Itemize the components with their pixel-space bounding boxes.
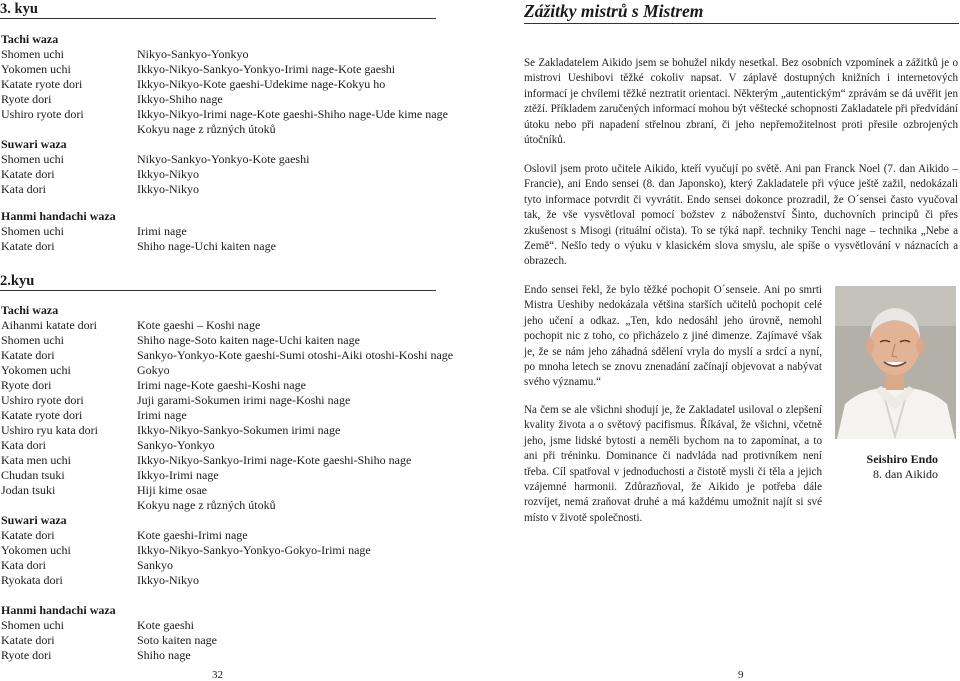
- technique-row: Shomen uchi Irimi nage: [1, 224, 187, 238]
- technique-row: Ryote dori Ikkyo-Shiho nage: [1, 92, 223, 106]
- portrait-photo: [835, 286, 956, 439]
- group-heading-hanmi-handachi-waza: Hanmi handachi waza: [1, 209, 116, 223]
- group-heading-tachi-waza: Tachi waza: [1, 32, 59, 46]
- technique-row: Ryokata dori Ikkyo-Nikyo: [1, 573, 199, 587]
- technique-row: Kata men uchi Ikkyo-Nikyo-Sankyo-Irimi nage-Kote gaeshi-Shiho nage: [1, 453, 412, 467]
- page-number: 32: [212, 669, 223, 681]
- technique-row: Ushiro ryu kata dori Ikkyo-Nikyo-Sankyo-Sokumen irimi nage: [1, 423, 341, 437]
- technique-row: Jodan tsuki Hiji kime osae: [1, 483, 207, 497]
- article-paragraph: Se Zakladatelem Aikido jsem se bohužel nikdy nesetkal. Bez osobních vzpomínek a zážitků je o mistrovi Ueshibovi těžké cokoliv napsat. V záplavě dostupných knižních i internetových informací je chvílemi těžké neztratit orientaci. Některým „autentickým“ zprávám se dá uvěřit jen ztěží. Příkladem zaručených informací mohou být věštecké schopnosti Zakladatele při předvídání útoku nebo při napadení střelnou zbraní, či jeho nepřemožitelnost proti přesile ozbrojených útočníků.: [524, 57, 958, 147]
- article-paragraph: Oslovil jsem proto učitele Aikido, kteří vyučují po světě. Ani pan Franck Noel (7. dan Aikido – Francie), ani Endo sensei (8. dan Japonsko), který Zakladatele při výuce ještě zažil, nedokázali tyto informace potvrdit či vyvrátit. Endo sensei dokonce prozradil, že O´sensei často vyučoval tak, že vše vysvětloval pomocí božstev z náboženství Šinto, duchovních principů či přes zkušenost s Misogi (rituální očista). To se týká např. techniky Tenchi nage – technika „Nebe a Země“. Nešlo tedy o výuku v klasickém slova smyslu, ale spíše o vysvětlování v náznacích a obrazech.: [524, 163, 958, 268]
- technique-row: Katate dori Ikkyo-Nikyo: [1, 167, 199, 181]
- technique-row: Kata dori Ikkyo-Nikyo: [1, 182, 199, 196]
- technique-row: Shomen uchi Shiho nage-Soto kaiten nage-Uchi kaiten nage: [1, 333, 360, 347]
- section-title-3-kyu: 3. kyu: [0, 1, 38, 17]
- technique-row: Kata dori Sankyo: [1, 558, 173, 572]
- technique-row: Yokomen uchi Gokyo: [1, 363, 170, 377]
- technique-row: Katate dori Soto kaiten nage: [1, 633, 217, 647]
- technique-row: Katate dori Sankyo-Yonkyo-Kote gaeshi-Sumi otoshi-Aiki otoshi-Koshi nage: [1, 348, 454, 362]
- technique-row: Katate dori Shiho nage-Uchi kaiten nage: [1, 239, 276, 253]
- technique-row: Yokomen uchi Ikkyo-Nikyo-Sankyo-Yonkyo-Irimi nage-Kote gaeshi: [1, 62, 396, 76]
- group-heading-hanmi-handachi-waza: Hanmi handachi waza: [1, 603, 116, 617]
- article-paragraph: Endo sensei řekl, že bylo těžké pochopit O´senseie. Ani po smrti Mistra Ueshiby nedokázala většina starších učitelů pochopit celé jeho učení a odkaz. „Ten, kdo nedosáhl jeho úrovně, nemohl pochopit nic z toho, co přicházelo z jiné dimenze. Zajímavé však je, že se nám jeho záhadná sdělení vryla do myslí a srdcí a nyní, po mnoha letech se znovu znenadání začínají objevovat a nabývat svého významu.“: [524, 284, 822, 389]
- group-heading-suwari-waza: Suwari waza: [1, 137, 67, 151]
- group-heading-tachi-waza: Tachi waza: [1, 303, 59, 317]
- technique-row: Ushiro ryote dori Ikkyo-Nikyo-Irimi nage-Kote gaeshi-Shiho nage-Ude kime nage: [1, 107, 448, 121]
- technique-row: Shomen uchi Nikyo-Sankyo-Yonkyo-Kote gaeshi: [1, 152, 310, 166]
- technique-row: Shomen uchi Nikyo-Sankyo-Yonkyo: [1, 47, 249, 61]
- photo-caption-rank: 8. dan Aikido: [873, 467, 938, 481]
- section-title-2-kyu: 2.kyu: [0, 273, 35, 289]
- photo-caption-name: Seishiro Endo: [866, 452, 938, 466]
- technique-row: Ushiro ryote dori Juji garami-Sokumen irimi nage-Koshi nage: [1, 393, 351, 407]
- technique-row: Kokyu nage z různých útoků: [137, 122, 276, 136]
- group-heading-suwari-waza: Suwari waza: [1, 513, 67, 527]
- technique-row: Chudan tsuki Ikkyo-Irimi nage: [1, 468, 219, 482]
- technique-row: Katate ryote dori Ikkyo-Nikyo-Kote gaeshi-Udekime nage-Kokyu ho: [1, 77, 386, 91]
- technique-row: Kata dori Sankyo-Yonkyo: [1, 438, 215, 452]
- technique-row: Yokomen uchi Ikkyo-Nikyo-Sankyo-Yonkyo-Gokyo-Irimi nage: [1, 543, 371, 557]
- section-divider: [0, 18, 436, 19]
- technique-row: Ryote dori Shiho nage: [1, 648, 191, 662]
- page-number: 9: [738, 669, 744, 681]
- article-title: Zážitky mistrů s Mistrem: [524, 1, 704, 21]
- technique-row: Aihanmi katate dori Kote gaeshi – Koshi nage: [1, 318, 261, 332]
- article-paragraph: Na čem se ale všichni shodují je, že Zakladatel usiloval o zlepšení kvality života a o světový pacifismus. Říkával, že všichni, včetně jeho, jsme lidské bytosti a neměli bychom na to zapomínat, a to ani při tréninku. Dominance či nadvláda nad protivníkem není třeba. Cíl spatřoval v jednoduchosti a čistotě mysli či těla a jejich vzájemné harmonii. Zdůrazňoval, že Aikido je potřeba dále rozvíjet, nemá zraňovat druhé a má každému umožnit najít si své místo v životě společnosti.: [524, 404, 822, 524]
- section-divider: [0, 290, 436, 291]
- technique-row: Katate ryote dori Irimi nage: [1, 408, 187, 422]
- title-underline: [524, 23, 959, 24]
- technique-row: Katate dori Kote gaeshi-Irimi nage: [1, 528, 248, 542]
- technique-row: Kokyu nage z různých útoků: [137, 498, 276, 512]
- left-page: [0, 0, 480, 680]
- right-page: [480, 0, 960, 680]
- technique-row: Shomen uchi Kote gaeshi: [1, 618, 194, 632]
- technique-row: Ryote dori Irimi nage-Kote gaeshi-Koshi nage: [1, 378, 306, 392]
